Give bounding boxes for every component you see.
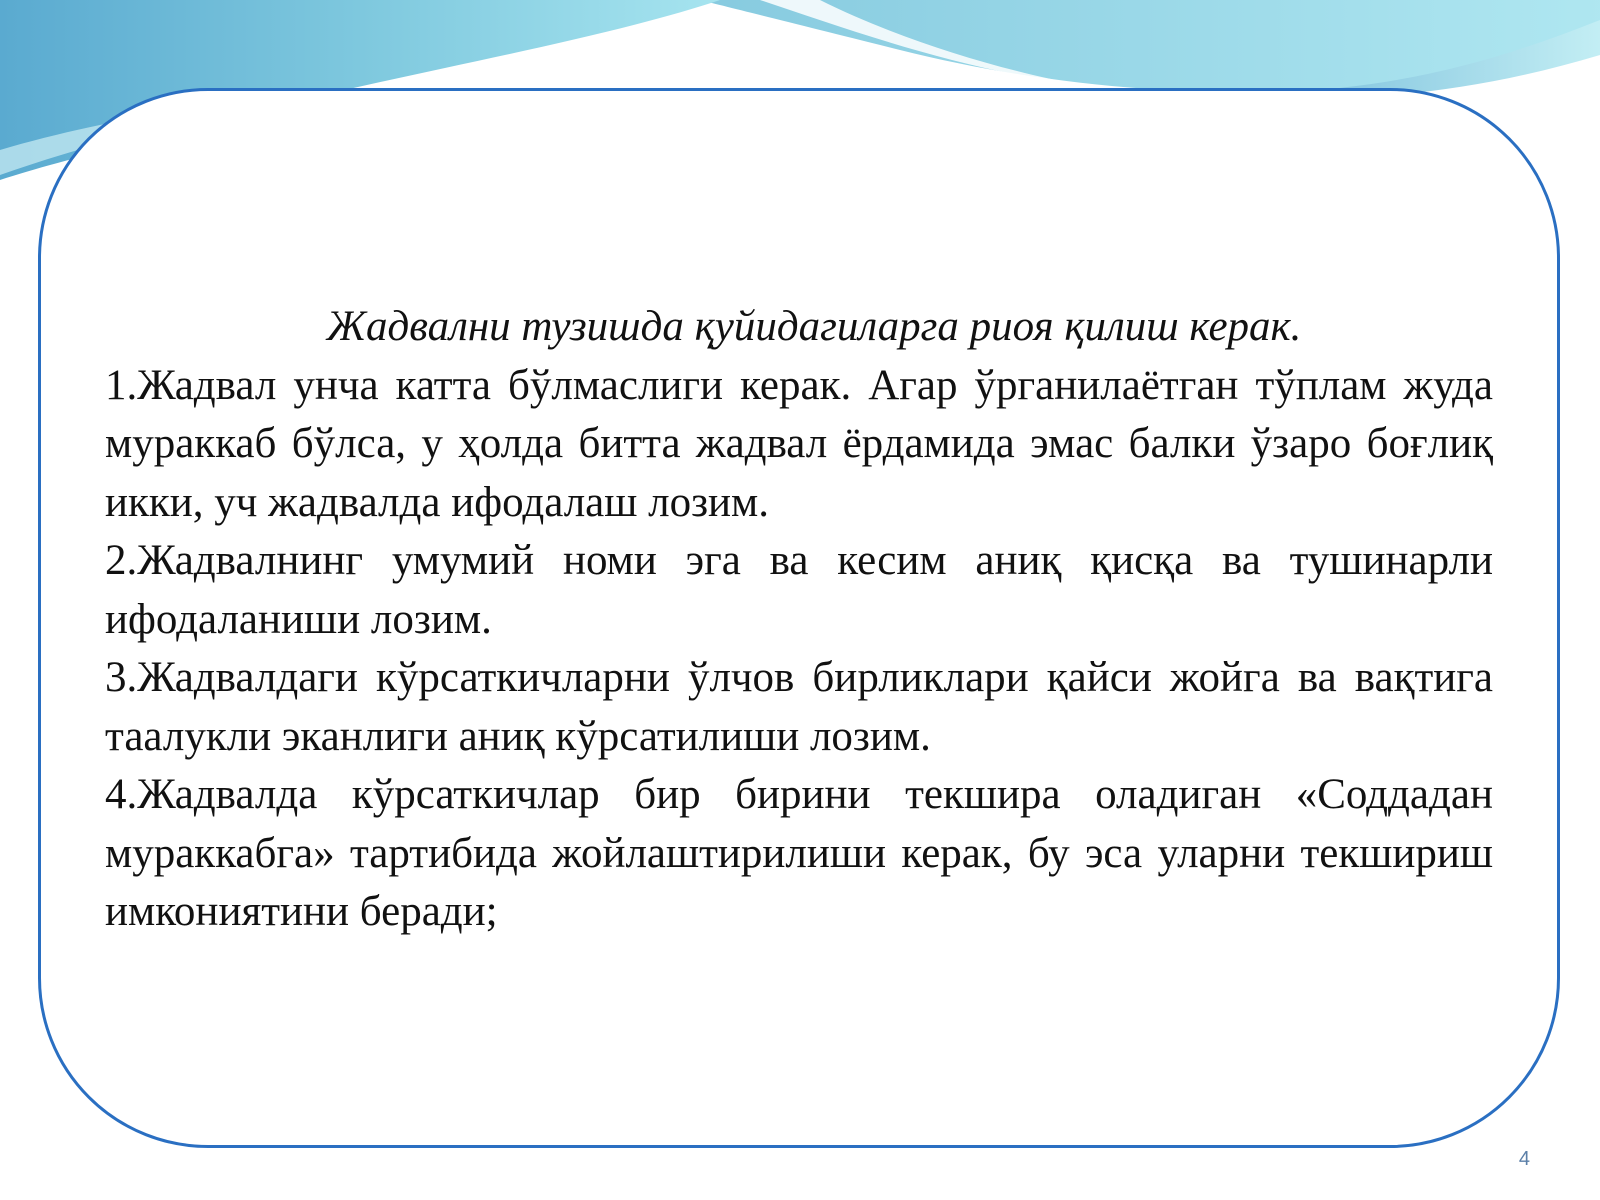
page-number: 4 — [1518, 1148, 1530, 1170]
list-item-2: 2.Жадвалнинг умумий номи эга ва кесим аниқ қисқа ва тушинарли ифодаланиши лозим. — [105, 537, 1493, 643]
slide-heading: Жадвални тузишда қуйидагиларга риоя қилиш керак. — [326, 303, 1302, 350]
slide-content — [105, 298, 1493, 942]
list-item-1: 1.Жадвал унча катта бўлмаслиги керак. Агар ўрганилаётган тўплам жуда мураккаб бўлса, у ҳолда битта жадвал ёрдамида эмас балки ўзаро боғлиқ икки, уч жадвалда ифодалаш лозим. — [105, 361, 1493, 526]
list-item-4: 4.Жадвалда кўрсаткичлар бир бирини текшира оладиган «Соддадан мураккабга» тартибида жойлаштирилиши керак, бу эса уларни текшириш имкониятини беради; — [105, 771, 1493, 935]
list-item-3: 3.Жадвалдаги кўрсаткичларни ўлчов бирликлари қайси жойга ва вақтига таалукли эканлиги аниқ кўрсатилиши лозим. — [105, 654, 1493, 760]
